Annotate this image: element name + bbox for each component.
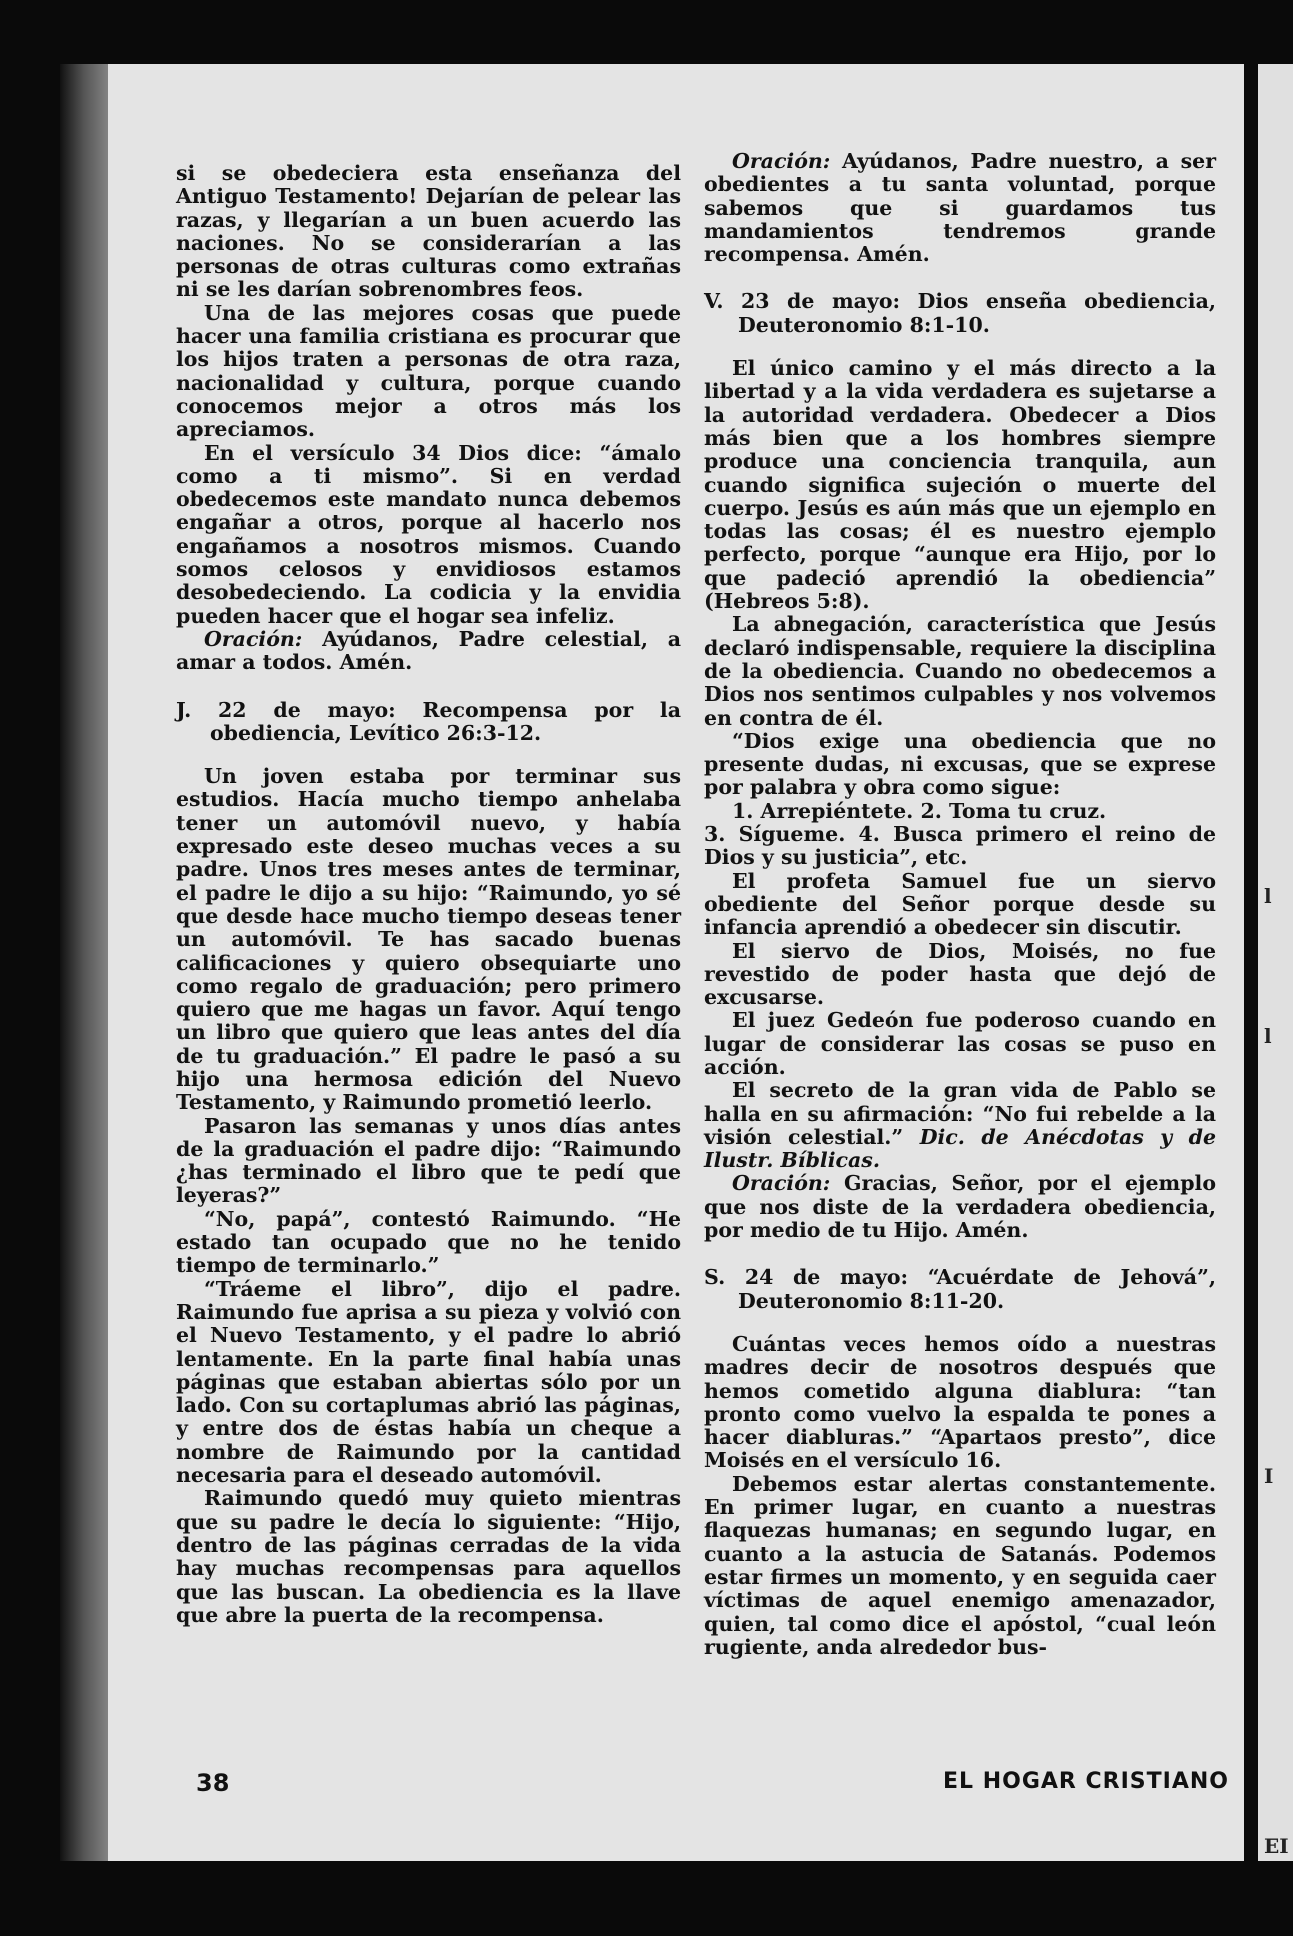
paragraph: Una de las mejores cosas que puede hacer una familia cristiana es procurar que los hijos traten a personas de otra raza, nacionalidad y cultura, porque cuando conocemos mejor a otros más los apreciamos. bbox=[176, 300, 681, 442]
paragraph: El único camino y el más directo a la libertad y a la vida verdadera es sujetarse a la autoridad verdadera. Obedecer a Dios más bien que a los hombres siempre produce una conciencia tranquila, aun cuando significa sujeción o muerte del cuerpo. Jesús es aún más que un ejemplo en todas las cosas; él es nuestro ejemplo perfecto, porque “aunque era Hijo, por lo que padeció aprendió la obediencia” (Hebreos 5:8). bbox=[704, 356, 1216, 614]
paragraph: La abnegación, característica que Jesús declaró indispensable, requiere la disciplina de la obediencia. Cuando no obedecemos a Dios nos sentimos culpables y nos volvemos en contra de él. bbox=[704, 612, 1216, 730]
prayer-text: Gracias, Señor, por el ejemplo que nos diste de la verdadera obediencia, por medio de tu Hijo. Amén. bbox=[704, 1171, 1216, 1243]
paragraph: “Dios exige una obediencia que no presente dudas, ni excusas, que se exprese por palabra y obra como sigue: bbox=[704, 728, 1216, 800]
prayer-label: Oración: bbox=[732, 1171, 831, 1196]
section-heading: S. 24 de mayo: “Acuérdate de Jehová”, Deuteronomio 8:11-20. bbox=[704, 1265, 1216, 1313]
left-column bbox=[176, 162, 681, 1627]
paragraph: El juez Gedeón fue poderoso cuando en lugar de considerar las cosas se puso en acción. bbox=[704, 1008, 1216, 1079]
right-column bbox=[704, 150, 1216, 1659]
prayer bbox=[704, 150, 1216, 266]
paragraph: “No, papá”, contestó Raimundo. “He estado tan ocupado que no he tenido tiempo de terminarlo.” bbox=[176, 1206, 681, 1278]
section-heading: V. 23 de mayo: Dios enseña obediencia, Deuteronomio 8:1-10. bbox=[704, 289, 1216, 337]
quote-text: El secreto de la gran vida de Pablo se halla en su afirmación: “No fui rebelde a la visión celestial.” bbox=[704, 1078, 1216, 1149]
prayer-label: Oración: bbox=[732, 149, 831, 173]
paragraph: Cuántas veces hemos oído a nuestras madres decir de nosotros después que hemos cometido alguna diablura: “tan pronto como vuelvo la espalda te pones a hacer diabluras.” “Apartaos presto”, dice Moisés en el versículo 16. bbox=[704, 1331, 1216, 1473]
paragraph: Debemos estar alertas constantemente. En primer lugar, en cuanto a nuestras flaquezas humanas; en segundo lugar, en cuanto a la astucia de Satanás. Podemos estar firmes un momento, y en seguida caer víctimas de aquel enemigo amenazador, quien, tal como dice el apóstol, “cual león rugiente, anda alrededor bus- bbox=[704, 1471, 1216, 1659]
prayer-text: Ayúdanos, Padre celestial, a amar a todos. Amén. bbox=[176, 626, 681, 675]
paragraph: El siervo de Dios, Moisés, no fue revestido de poder hasta que dejó de excusarse. bbox=[704, 938, 1216, 1010]
paragraph: si se obedeciera esta enseñanza del Antiguo Testamento! Dejarían de pelear las razas, y llegarían a un buen acuerdo las naciones. No se considerarían a las personas de otras culturas como extrañas ni se les darían sobrenombres feos. bbox=[176, 161, 681, 302]
paragraph: “Tráeme el libro”, dijo el padre. Raimundo fue aprisa a su pieza y volvió con el Nuevo Testamento, y el padre lo abrió lentamente. En la parte final había unas páginas que estaban abiertas sólo por un lado. Con su cortaplumas abrió las páginas, y entre dos de éstas había un cheque a nombre de Raimundo por la cantidad necesaria para el deseado automóvil. bbox=[176, 1276, 681, 1488]
prayer bbox=[704, 1172, 1216, 1242]
paragraph: Un joven estaba por terminar sus estudios. Hacía mucho tiempo anhelaba tener un automóvil nuevo, y había expresado este deseo muchas veces a su padre. Unos tres meses antes de terminar, el padre le dijo a su hijo: “Raimundo, yo sé que desde hace mucho tiempo deseas tener un automóvil. Te has sacado buenas calificaciones y quiero obsequiarte uno como regalo de graduación; pero primero quiero que me hagas un favor. Aquí tengo un libro que quiero que leas antes del día de tu graduación.” El padre le pasó a su hijo una hermosa edición del Nuevo Testamento, y Raimundo prometió leerlo. bbox=[176, 764, 681, 1115]
adjacent-page-edge: l l I EI bbox=[1258, 64, 1293, 1861]
paragraph bbox=[704, 1079, 1216, 1172]
section-heading: J. 22 de mayo: Recompensa por la obediencia, Levítico 26:3-12. bbox=[176, 697, 681, 745]
paragraph: Pasaron las semanas y unos días antes de la graduación el padre dijo: “Raimundo ¿has terminado el libro que te pedí que leyeras?” bbox=[176, 1113, 681, 1208]
magazine-title: EL HOGAR CRISTIANO bbox=[943, 1769, 1229, 1794]
prayer-label: Oración: bbox=[204, 626, 303, 651]
page-number: 38 bbox=[196, 1769, 230, 1797]
paragraph: Raimundo quedó muy quieto mientras que su padre le decía lo siguiente: “Hijo, dentro de las páginas cerradas de la vida hay muchas recompensas para aquellos que las buscan. La obediencia es la llave que abre la puerta de la recompensa. bbox=[176, 1486, 681, 1627]
prayer bbox=[176, 628, 681, 675]
source-citation: Dic. de Anécdotas y de Ilustr. Bíblicas. bbox=[704, 1124, 1216, 1173]
list-item: 3. Sígueme. 4. Busca primero el reino de Dios y su justicia”, etc. bbox=[704, 822, 1216, 870]
paragraph: En el versículo 34 Dios dice: “ámalo como a ti mismo”. Si en verdad obedecemos este mandato nunca debemos engañar a otros, porque al hacerlo nos engañamos a nosotros mismos. Cuando somos celosos y envidiosos estamos desobedeciendo. La codicia y la envidia pueden hacer que el hogar sea infeliz. bbox=[176, 440, 681, 628]
prayer-text: Ayúdanos, Padre nuestro, a ser obedientes a tu santa voluntad, porque sabemos que si guardamos tus mandamientos tendremos grande recompensa. Amén. bbox=[704, 149, 1216, 267]
paragraph: El profeta Samuel fue un siervo obediente del Señor porque desde su infancia aprendió a obedecer sin discutir. bbox=[704, 868, 1216, 940]
list-item: 1. Arrepiéntete. 2. Toma tu cruz. bbox=[732, 798, 1107, 823]
